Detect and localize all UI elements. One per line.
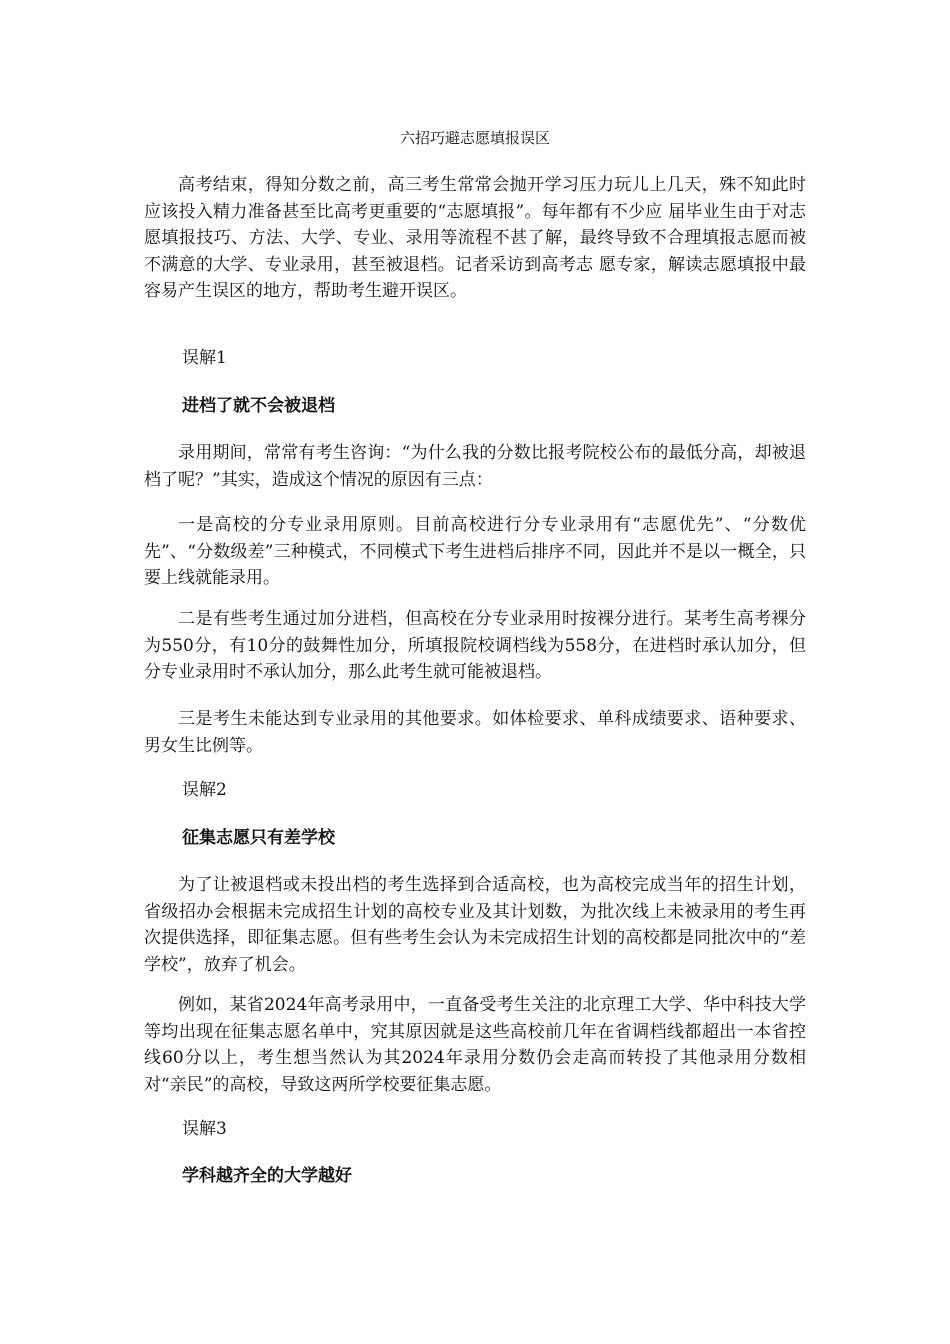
document-title: 六招巧避志愿填报误区 <box>399 129 550 147</box>
section-1-paragraph-3: 二是有些考生通过加分进档，但高校在分专业录用时按裸分进行。某考生高考裸分为550分，有10分的鼓舞性加分，所填报院校调档线为558分，在进档时承认加分，但分专业录用时不承认加分，那么此考生就可能被退档。 <box>144 609 806 682</box>
section-3-heading: 学科越齐全的大学越好 <box>182 1166 352 1186</box>
section-3-label: 误解3 <box>182 1119 227 1139</box>
section-2-paragraph-1: 为了让被退档或未投出档的考生选择到合适高校，也为高校完成当年的招生计划，省级招办会根据未完成招生计划的高校专业及其计划数，为批次线上未被录用的考生再次提供选择，即征集志愿。但有些考生会认为未完成招生计划的高校都是同批次中的“差学校”，放弃了机会。 <box>144 875 806 975</box>
section-2-paragraph-2: 例如，某省2024年高考录用中，一直备受考生关注的北京理工大学、华中科技大学等均出现在征集志愿名单中，究其原因就是这些高校前几年在省调档线都超出一本省控线60分以上，考生想当然认为其2024年录用分数仍会走高而转投了其他录用分数相对“亲民”的高校，导致这两所学校要征集志愿。 <box>144 995 806 1095</box>
section-2-heading: 征集志愿只有差学校 <box>182 828 335 848</box>
section-1-paragraph-4: 三是考生未能达到专业录用的其他要求。如体检要求、单科成绩要求、语种要求、男女生比例等。 <box>144 709 806 756</box>
section-1-heading: 进档了就不会被退档 <box>182 396 335 416</box>
section-1-paragraph-1: 录用期间，常常有考生咨询：“为什么我的分数比报考院校公布的最低分高，却被退档了呢？”其实，造成这个情况的原因有三点： <box>144 443 806 490</box>
section-1-label: 误解1 <box>182 348 227 368</box>
section-2-label: 误解2 <box>182 780 227 800</box>
intro-paragraph: 高考结束，得知分数之前，高三考生常常会抛开学习压力玩儿上几天，殊不知此时应该投入精力准备甚至比高考更重要的“志愿填报”。每年都有不少应 届毕业生由于对志愿填报技巧、方法、大学、专业、录用等流程不甚了解，最终导致不合理填报志愿而被不满意的大学、专业录用，甚至被退档。记者采访到高考志 愿专家，解读志愿填报中最容易产生误区的地方，帮助考生避开误区。 <box>144 175 806 301</box>
section-1-paragraph-2: 一是高校的分专业录用原则。目前高校进行分专业录用有“志愿优先”、“分数优先”、“分数级差”三种模式，不同模式下考生进档后排序不同，因此并不是以一概全，只要上线就能录用。 <box>144 515 806 588</box>
